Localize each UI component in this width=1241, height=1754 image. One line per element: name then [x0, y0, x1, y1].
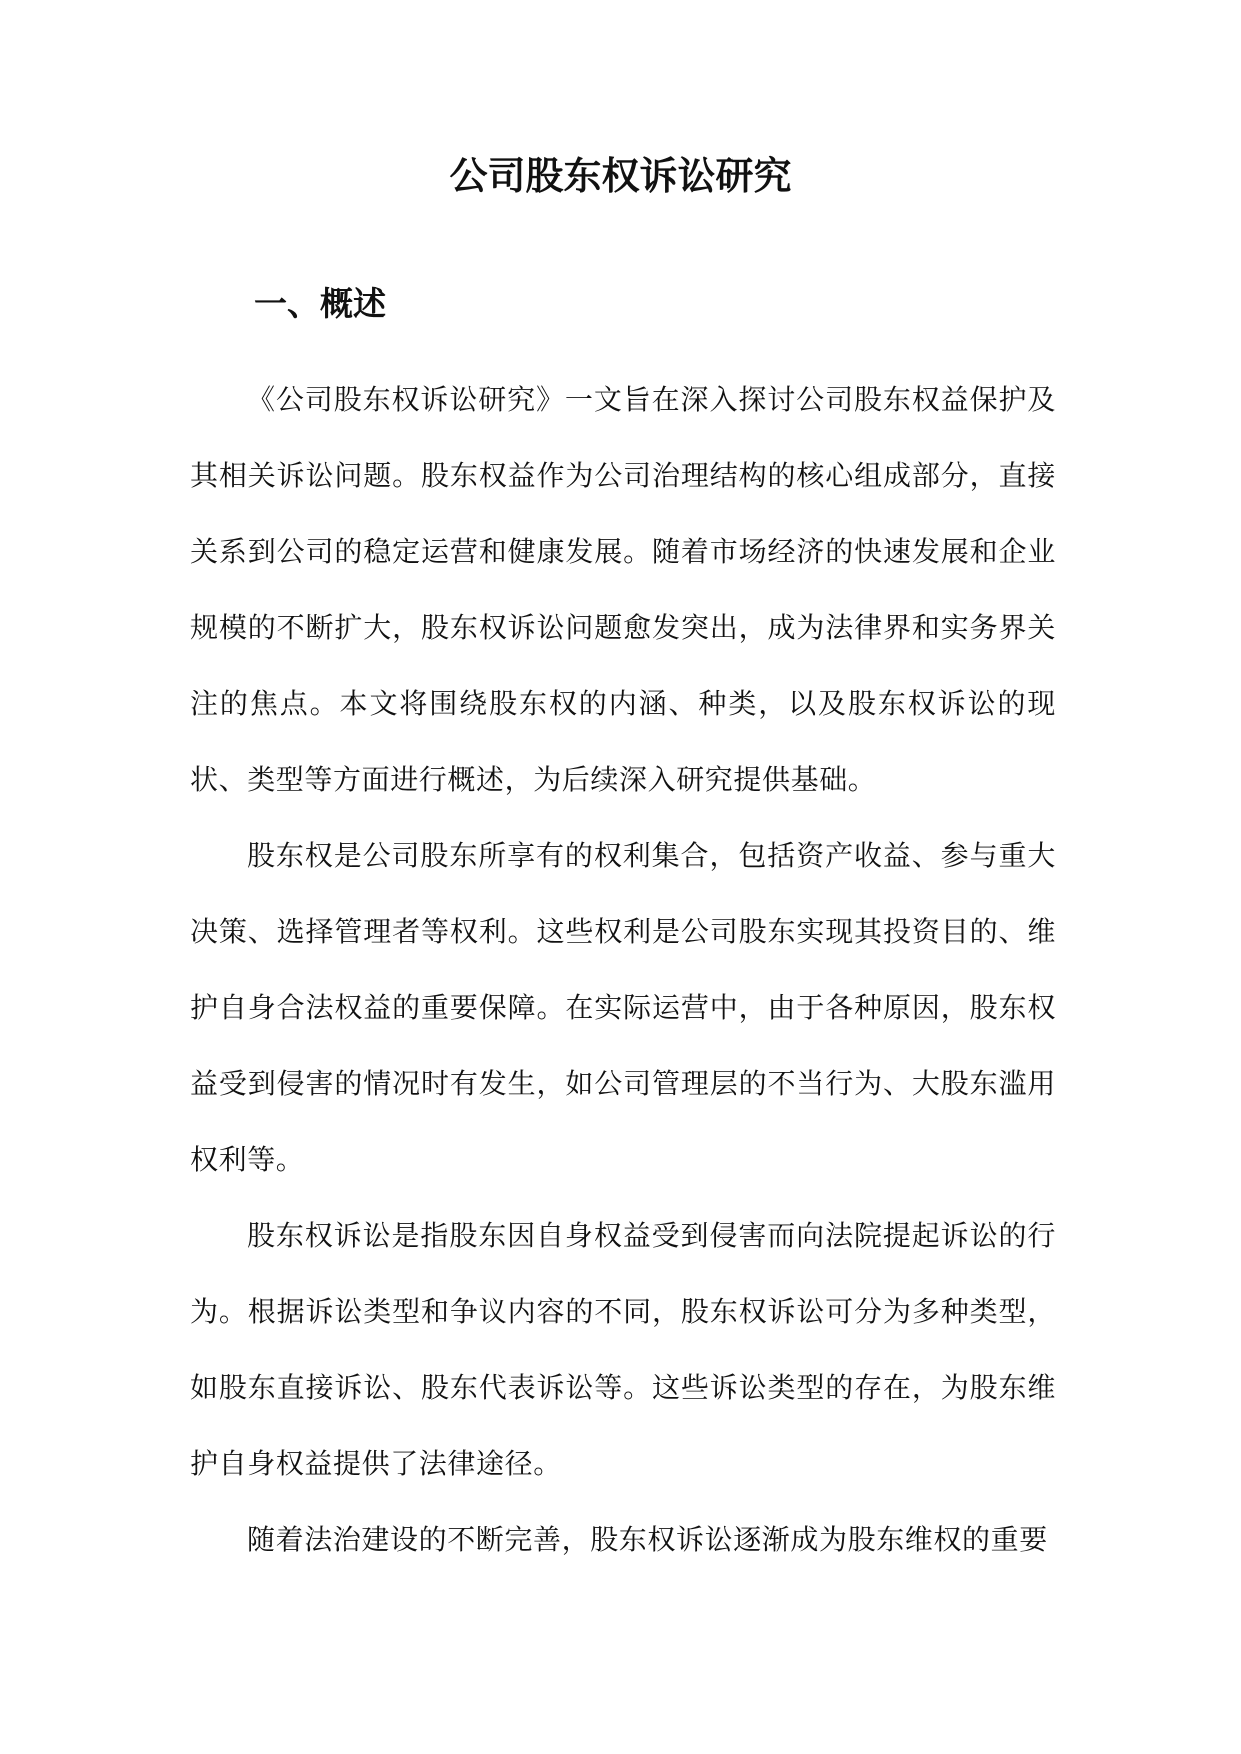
paragraph: 《公司股东权诉讼研究》一文旨在深入探讨公司股东权益保护及其相关诉讼问题。股东权益作为公司治理结构的核心组成部分，直接关系到公司的稳定运营和健康发展。随着市场经济的快速发展和企业规模的不断扩大，股东权诉讼问题愈发突出，成为法律界和实务界关注的焦点。本文将围绕股东权的内涵、种类，以及股东权诉讼的现状、类型等方面进行概述，为后续深入研究提供基础。 — [190, 383, 1056, 796]
document-title: 公司股东权诉讼研究 — [449, 154, 792, 198]
paragraph: 股东权诉讼是指股东因自身权益受到侵害而向法院提起诉讼的行为。根据诉讼类型和争议内容的不同，股东权诉讼可分为多种类型，如股东直接诉讼、股东代表诉讼等。这些诉讼类型的存在，为股东维护自身权益提供了法律途径。 — [190, 1219, 1056, 1480]
section-heading: 一、概述 — [254, 284, 386, 323]
document-body — [190, 362, 1056, 1578]
paragraph: 随着法治建设的不断完善，股东权诉讼逐渐成为股东维权的重要 — [247, 1523, 1048, 1556]
paragraph: 股东权是公司股东所享有的权利集合，包括资产收益、参与重大决策、选择管理者等权利。这些权利是公司股东实现其投资目的、维护自身合法权益的重要保障。在实际运营中，由于各种原因，股东权益受到侵害的情况时有发生，如公司管理层的不当行为、大股东滥用权利等。 — [190, 839, 1056, 1176]
